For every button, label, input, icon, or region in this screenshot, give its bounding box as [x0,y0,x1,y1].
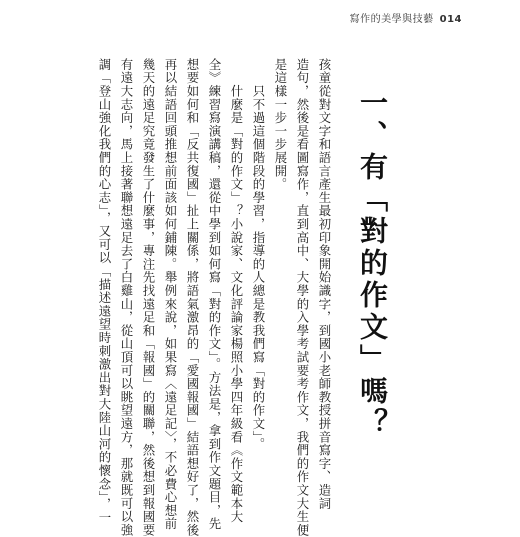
body-column-1: 孩童從對文字和語言產生最初印象開始識字，到國小老師教授拼音寫字、造詞 [317,58,332,511]
page-number: 014 [439,14,462,25]
running-title: 寫作的美學與技藝 [349,14,434,25]
body-column-4: 只不過這個階段的學習，指導的人總是教我們寫「對的作文」。 [251,58,266,451]
body-column-6: 全》練習寫演講稿，還從中學到如何寫「對的作文」。方法是，拿到作文題目，先 [207,58,222,531]
page-header [350,10,462,25]
body-column-8: 再以結語回頭推想前面該如何鋪陳。舉例來說，如果寫〈遠足記〉，不必費心想前 [163,58,178,531]
body-column-11: 調「登山強化我們的心志」，又可以「描述遠望時刺激出對大陸山河的懷念」，一 [97,58,112,525]
body-column-7: 想要如何和「反共復國」扯上關係，將語氣激昂的「愛國報國」結語想好了，然後 [185,58,200,537]
body-column-10: 有遠大志向，馬上接著聯想遠足去了白雞山，從山頂可以眺望遠方，那就既可以強 [119,58,134,537]
body-column-3: 是這樣一步一步展開。 [273,58,288,191]
body-column-5: 什麼是「對的作文」？小說家、文化評論家楊照小學四年級看《作文範本大 [229,58,244,524]
body-column-2: 造句，然後是看圖寫作，直到高中、大學的入學考試要考作文，我們的作文大生便 [295,58,310,537]
body-column-9: 幾天的遠足究竟發生了什麼事，專注先找遠足和「報國」的關聯，然後想到報國要 [141,58,156,537]
section-heading: 一、有「對的作文」嗎？ [356,88,389,440]
